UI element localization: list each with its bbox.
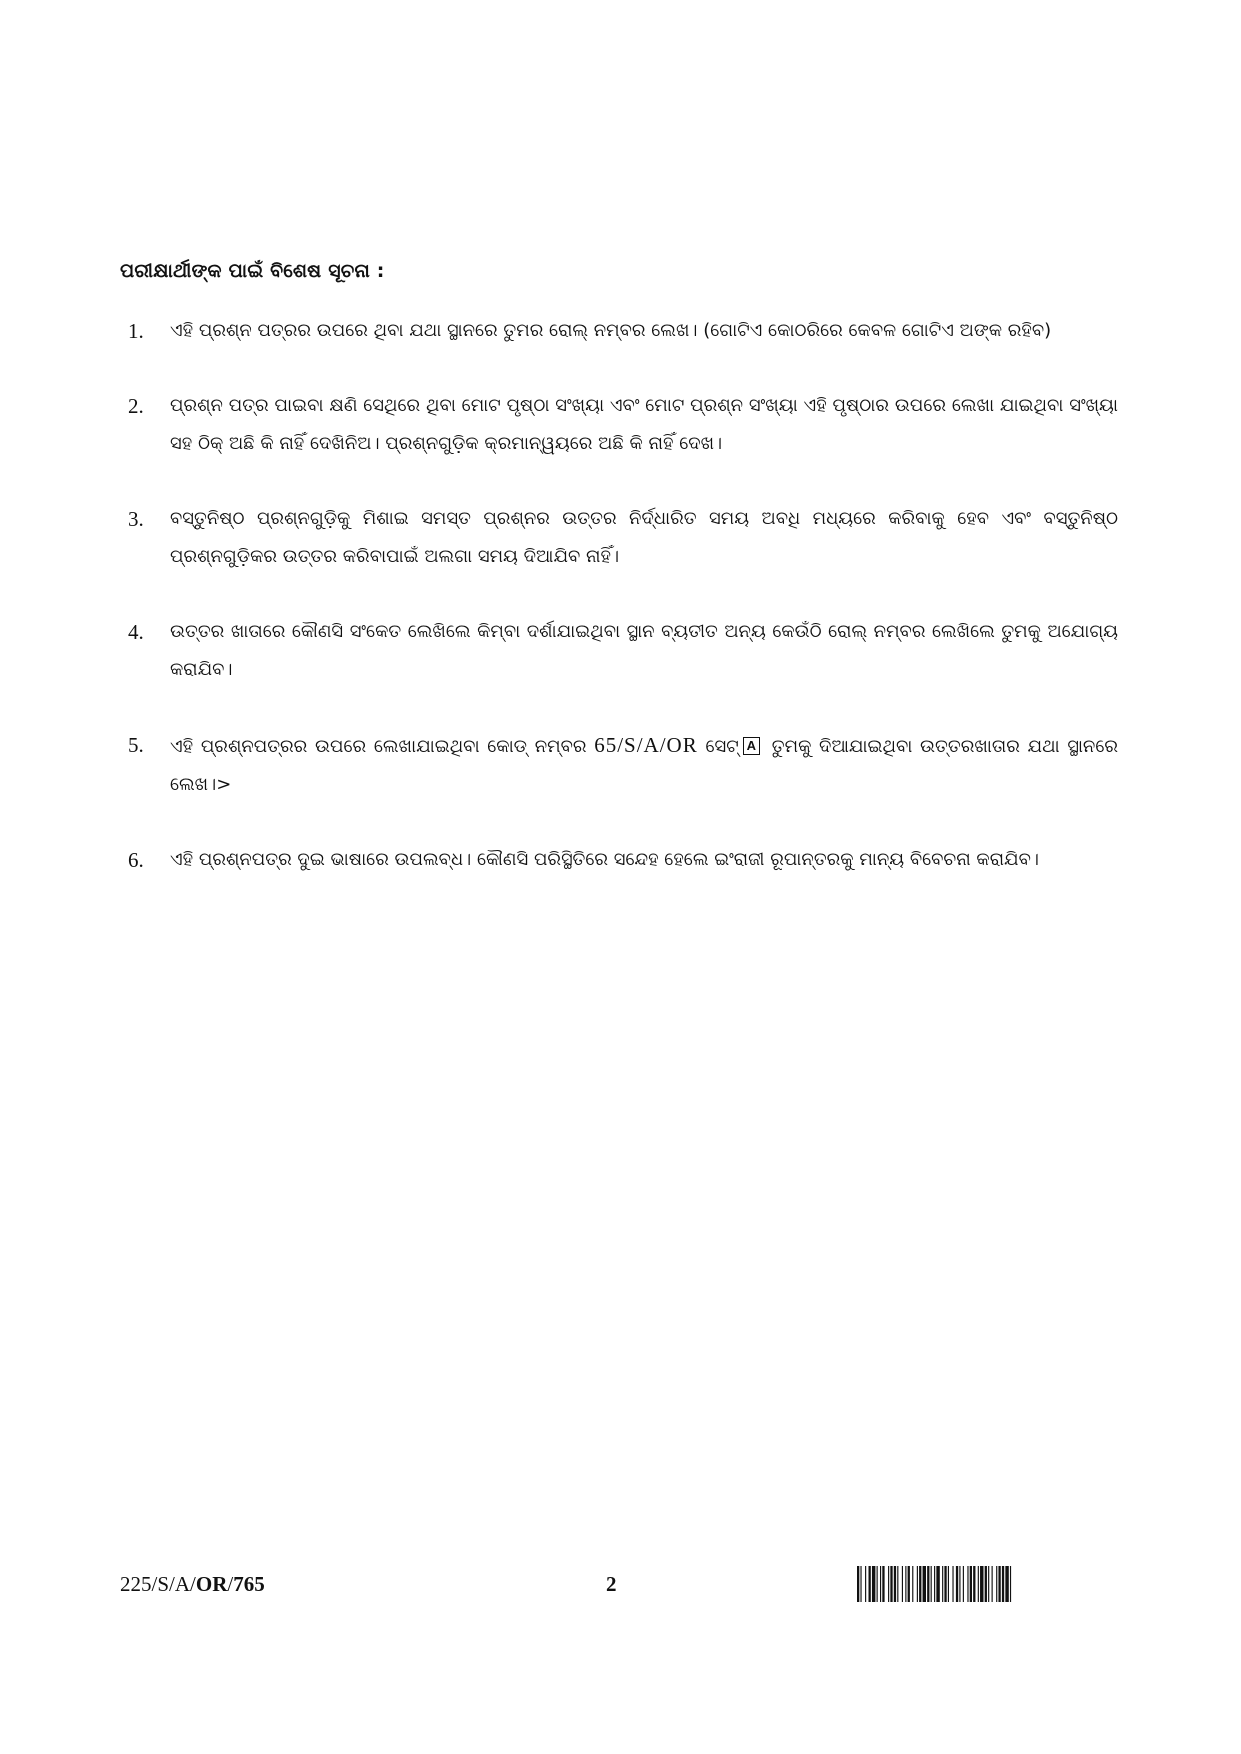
instruction-item-4 — [128, 613, 1118, 689]
instruction-number: 3. — [128, 507, 144, 531]
paper-code-number: 765 — [233, 1572, 265, 1596]
instruction-item-5 — [128, 726, 1118, 804]
instructions-list — [128, 312, 1118, 916]
instructions-heading: ପରୀକ୍ଷାର୍ଥୀଙ୍କ ପାଇଁ ବିଶେଷ ସୂଚନା : — [120, 260, 385, 282]
instruction-text-after: ତୁମକୁ ଦିଆଯାଇଥିବା ଉତ୍ତରଖାତାର ଯଥା ସ୍ଥାନରେ ଲେଖ।> — [170, 736, 1118, 795]
instruction-number: 2. — [128, 394, 144, 418]
instruction-text: ଏହି ପ୍ରଶ୍ନପତ୍ର ଦୁଇ ଭାଷାରେ ଉପଲବ୍ଧ। କୌଣସି ପରିସ୍ଥିତିରେ ସନ୍ଦେହ ହେଲେ ଇଂରାଜୀ ରୂପାନ୍ତରକୁ ମାନ୍ୟ ବିବେଚନା କରାଯିବ। — [170, 849, 1039, 870]
instruction-item-2 — [128, 387, 1118, 463]
instruction-item-1 — [128, 312, 1118, 350]
instruction-number: 6. — [128, 848, 144, 872]
paper-code-separator: / — [227, 1572, 234, 1596]
instruction-text: ବସ୍ତୁନିଷ୍ଠ ପ୍ରଶ୍ନଗୁଡ଼ିକୁ ମିଶାଇ ସମସ୍ତ ପ୍ରଶ୍ନର ଉତ୍ତର ନିର୍ଦ୍ଧାରିତ ସମୟ ଅବଧି ମଧ୍ୟରେ କରିବାକୁ ହେବ ଏବଂ ବସ୍ତୁନିଷ୍ଠ ପ୍ରଶ୍ନଗୁଡ଼ିକର ଉତ୍ତର କରିବାପାଇଁ ଅଲଗା ସମୟ ଦିଆଯିବ ନାହିଁ। — [170, 508, 1118, 567]
instruction-text — [160, 726, 1118, 804]
instruction-text: ପ୍ରଶ୍ନ ପତ୍ର ପାଇବା କ୍ଷଣି ସେଥିରେ ଥିବା ମୋଟ ପୃଷ୍ଠା ସଂଖ୍ୟା ଏବଂ ମୋଟ ପ୍ରଶ୍ନ ସଂଖ୍ୟା ଏହି ପୃଷ୍ଠାର ଉପରେ ଲେଖା ଯାଇଥିବା ସଂଖ୍ୟା ସହ ଠିକ୍ ଅଛି କି ନାହିଁ ଦେଖିନିଅ। ପ୍ରଶ୍ନଗୁଡ଼ିକ କ୍ରମାନ୍ୱୟରେ ଅଛି କି ନାହିଁ ଦେଖ। — [170, 395, 1118, 454]
instruction-item-3 — [128, 500, 1118, 576]
instruction-text: ଏହି ପ୍ରଶ୍ନ ପତ୍ରର ଉପରେ ଥିବା ଯଥା ସ୍ଥାନରେ ତୁମର ରୋଲ୍ ନମ୍ବର ଲେଖ। (ଗୋଟିଏ କୋଠରିରେ କେବଳ ଗୋଟିଏ ଅଙ୍କ ରହିବ) — [170, 320, 1052, 341]
paper-code-language: OR — [195, 1572, 228, 1596]
set-label: ସେଟ୍ — [705, 736, 739, 757]
instruction-text-before: ଏହି ପ୍ରଶ୍ନପତ୍ରର ଉପରେ ଲେଖାଯାଇଥିବା କୋଡ୍ ନମ୍ବର — [170, 736, 587, 757]
paper-code — [120, 1572, 265, 1597]
instruction-text: ଉତ୍ତର ଖାତାରେ କୌଣସି ସଂକେତ ଲେଖିଲେ କିମ୍ବା ଦର୍ଶାଯାଇଥିବା ସ୍ଥାନ ବ୍ୟତୀତ ଅନ୍ୟ କେଉଁଠି ରୋଲ୍ ନମ୍ବର ଲେଖିଲେ ତୁମକୁ ଅଯୋଗ୍ୟ କରାଯିବ। — [170, 621, 1118, 680]
instruction-item-6 — [128, 841, 1118, 879]
paper-code-prefix: 225/S/A/ — [120, 1572, 196, 1596]
instruction-number: 4. — [128, 620, 144, 644]
instruction-number: 5. — [128, 733, 144, 757]
barcode-icon — [857, 1566, 1119, 1602]
instruction-number: 1. — [128, 319, 144, 343]
set-letter-box: A — [743, 737, 760, 755]
page-number: 2 — [606, 1572, 617, 1596]
question-paper-code: 65/S/A/OR — [594, 733, 698, 757]
